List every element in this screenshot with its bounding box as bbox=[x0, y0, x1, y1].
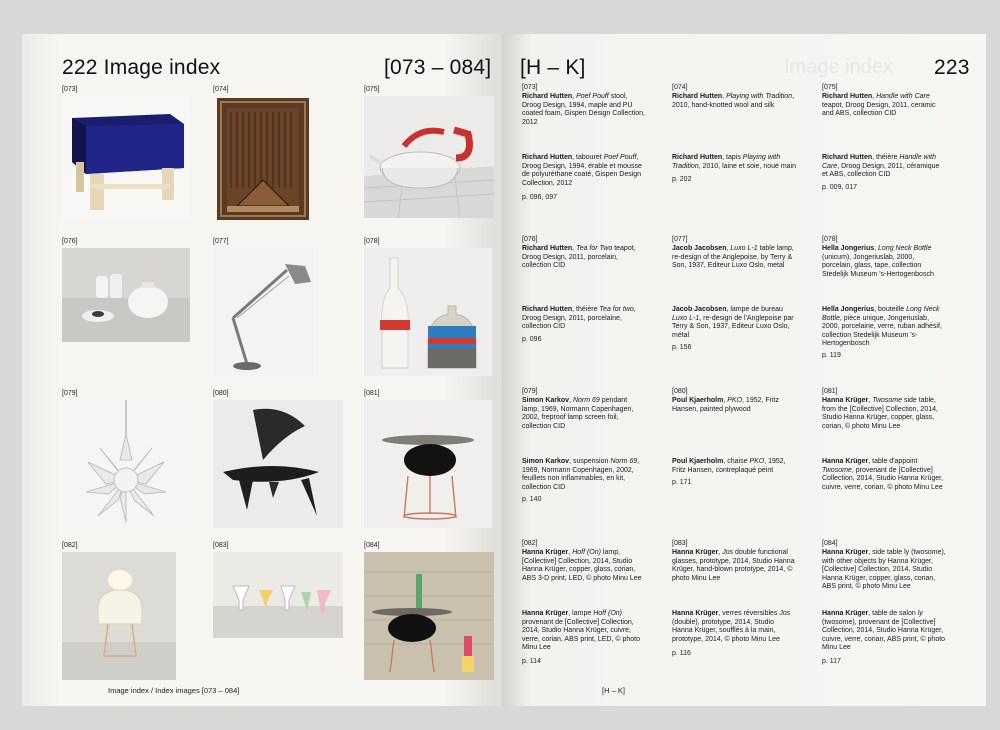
entry-en: Hanna Krüger, side table ly (twosome), with other objects by Hanna Krüger, [Collective] Collection, 2014, Studio Hanna Krüger, copper, glass, corian, ABS print, © photo Minu Lee bbox=[822, 549, 946, 591]
entry-number: [080] bbox=[672, 388, 688, 395]
table-lamp-photo bbox=[62, 552, 176, 680]
image-caption: [077] bbox=[213, 238, 229, 245]
entry-number: [075] bbox=[822, 84, 838, 91]
stool-photo bbox=[62, 96, 190, 218]
entry-en: Hanna Krüger, Hoff (On) lamp, [Collective] Collection, 2014, Studio Hanna Krüger, copper, glass, corian, ABS 3-D print, LED, © photo Minu Lee bbox=[522, 549, 642, 582]
entry-number: [073] bbox=[522, 84, 538, 91]
side-table-photo bbox=[364, 400, 492, 528]
entry-fr: Hanna Krüger, table de salon ly (twosome), provenant de [Collective] Collection, 2014, Studio Hanna Krüger, cuivre, verre, corian, ABS print, © photo Minu Lee bbox=[822, 610, 946, 652]
entry-en: Richard Hutten, Playing with Tradition, 2010, hand-knotted wool and silk bbox=[672, 93, 795, 109]
page-footer: [H – K] bbox=[602, 686, 625, 695]
entry-fr: Richard Hutten, théière Handle with Care, Droog Design, 2011, céramique et ABS, collection CID bbox=[822, 154, 940, 179]
entry-page-ref: p. 096 bbox=[522, 336, 542, 343]
tea-set-photo bbox=[62, 248, 190, 342]
entry-number: [079] bbox=[522, 388, 538, 395]
entry-fr: Hanna Krüger, verres réversibles Jos (double), prototype, 2014, Studio Hanna Krüger, soufflés à la main, prototype, 2014, © photo Minu Lee bbox=[672, 610, 791, 643]
entry-page-ref: p. 096, 097 bbox=[522, 194, 558, 201]
entry-fr: Richard Hutten, tapis Playing with Tradition, 2010, laine et soie, noué main bbox=[672, 154, 797, 170]
entry-number: [082] bbox=[522, 540, 538, 547]
page-footer: Image index / Index images [073 – 084] bbox=[108, 686, 240, 695]
image-caption: [080] bbox=[213, 390, 229, 397]
entry-fr: Richard Hutten, tabouret Poef Pouff, Droog Design, 1994, érable et mousse de polyuréthane coaté, Gispen Design Collection, 2012 bbox=[522, 154, 642, 187]
entry-page-ref: p. 140 bbox=[522, 496, 542, 503]
chair-photo bbox=[213, 400, 343, 528]
image-caption: [074] bbox=[213, 86, 229, 93]
entry-fr: Poul Kjaerholm, chaise PKO, 1952, Fritz Hansen, contreplaqué peint bbox=[672, 458, 786, 474]
image-caption: [083] bbox=[213, 542, 229, 549]
entry-page-ref: p. 171 bbox=[672, 479, 692, 486]
entry-fr: Simon Karkov, suspension Norm 69, 1969, Normann Copenhagen, 2002, feuillets non inflammables, en kit, collection CID bbox=[522, 458, 640, 491]
entry-page-ref: p. 117 bbox=[822, 658, 841, 665]
rug-photo bbox=[217, 98, 309, 220]
entry-en: Richard Hutten, Tea for Two teapot, Droog Design, 2011, porcelain, collection CID bbox=[522, 245, 636, 270]
entry-fr: Jacob Jacobsen, lampe de bureau Luxo L-1, re-design de l'Anglepoise par Terry & Son, 1937, Editeur Luxo Oslo, métal bbox=[672, 306, 794, 339]
side-table-objects-photo bbox=[364, 552, 494, 680]
entry-number: [074] bbox=[672, 84, 688, 91]
entry-number: [078] bbox=[822, 236, 838, 243]
bottles-photo bbox=[364, 248, 492, 376]
letter-range: [H – K] bbox=[520, 56, 586, 79]
image-caption: [084] bbox=[364, 542, 380, 549]
entry-number: [081] bbox=[822, 388, 838, 395]
entry-en: Hanna Krüger, Twosome side table, from the [Collective] Collection, 2014, Studio Hanna Krüger, copper, glass, corian, © photo Minu Lee bbox=[822, 397, 938, 430]
image-caption: [081] bbox=[364, 390, 380, 397]
entry-page-ref: p. 119 bbox=[822, 352, 841, 359]
image-caption: [076] bbox=[62, 238, 78, 245]
entry-number: [076] bbox=[522, 236, 538, 243]
ghost-show-through: Image index bbox=[784, 56, 893, 78]
entry-number: [084] bbox=[822, 540, 838, 547]
image-caption: [078] bbox=[364, 238, 380, 245]
image-caption: [082] bbox=[62, 542, 78, 549]
pendant-lamp-photo bbox=[62, 400, 190, 528]
entry-number: [083] bbox=[672, 540, 688, 547]
entry-fr: Hella Jongerius, bouteille Long Neck Bottle, pièce unique, Jongeriuslab, 2000, porcelaine, verre, ruban adhésif, collection Stedelijk Museum 's-Hertogenbosch bbox=[822, 306, 942, 348]
desk-lamp-photo bbox=[213, 248, 319, 376]
page-title: 222 Image index bbox=[62, 56, 221, 79]
entry-fr: Hanna Krüger, lampe Hoff (On) provenant de [Collective] Collection, 2014, Studio Hanna Krüger, cuivre, verre, corian, ABS print, LED, © photo Minu Lee bbox=[522, 610, 640, 652]
right-page bbox=[502, 34, 986, 706]
teapot-photo bbox=[364, 96, 494, 218]
entry-en: Hella Jongerius, Long Neck Bottle (unicum), Jongeriuslab, 2000, porcelain, glass, tape, collection Stedelijk Museum 's-Hertogenbosch bbox=[822, 245, 934, 278]
entry-page-ref: p. 156 bbox=[672, 344, 692, 351]
image-caption: [073] bbox=[62, 86, 78, 93]
entry-en: Simon Karkov, Norm 69 pendant lamp, 1969, Normann Copenhagen, 2002, freproof lamp screen foil, collection CID bbox=[522, 397, 634, 430]
entry-en: Jacob Jacobsen, Luxo L-1 table lamp, re-design of the Anglepoise, by Terry & Son, 1937, Editeur Luxo Oslo, metal bbox=[672, 245, 794, 270]
entry-page-ref: p. 202 bbox=[672, 176, 692, 183]
entry-en: Richard Hutten, Poef Pouff stool, Droog Design, 1994, maple and PU coated foam, Gispen Design Collection, 2012 bbox=[522, 93, 645, 126]
entry-page-ref: p. 116 bbox=[672, 650, 691, 657]
entry-page-ref: p. 114 bbox=[522, 658, 541, 665]
entry-en: Hanna Krüger, Jos double functional glasses, prototype, 2014, Studio Hanna Krüger, hand-blown prototype, 2014, © photo Minu Lee bbox=[672, 549, 795, 582]
image-caption: [075] bbox=[364, 86, 380, 93]
image-caption: [079] bbox=[62, 390, 78, 397]
index-range: [073 – 084] bbox=[384, 56, 492, 79]
entry-en: Richard Hutten, Handle with Care teapot, Droog Design, 2011, ceramic and ABS, collection CID bbox=[822, 93, 936, 118]
page-number: 223 bbox=[934, 56, 970, 79]
book-spread bbox=[22, 34, 986, 706]
glasses-photo bbox=[213, 552, 343, 638]
entry-fr: Hanna Krüger, table d'appoint Twosome, provenant de [Collective] Collection, 2014, Studio Hanna Krüger, cuivre, verre, corian, © photo Minu Lee bbox=[822, 458, 944, 491]
left-page bbox=[22, 34, 502, 706]
entry-number: [077] bbox=[672, 236, 688, 243]
entry-page-ref: p. 009, 017 bbox=[822, 184, 858, 191]
entry-en: Poul Kjaerholm, PKO, 1952, Fritz Hansen, painted plywood bbox=[672, 397, 779, 413]
entry-fr: Richard Hutten, théière Tea for two, Droog Design, 2011, porcelaine, collection CID bbox=[522, 306, 636, 331]
